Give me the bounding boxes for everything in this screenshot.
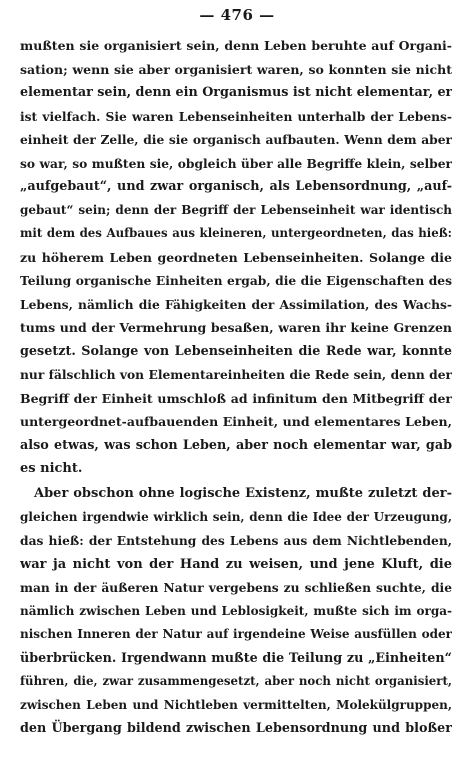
text-line: nischen Inneren der Natur auf irgendeine Weise ausfüllen oder <box>20 627 452 641</box>
text-line: untergeordnet-aufbauenden Einheit, und elementares Leben, <box>20 414 452 429</box>
text-line: war ja nicht von der Hand zu weisen, und jene Kluft, die <box>20 556 452 572</box>
text-line: nämlich zwischen Leben und Leblosigkeit, mußte sich im orga- <box>20 603 452 618</box>
text-line: das hieß: der Entstehung des Lebens aus dem Nichtlebenden, <box>20 533 452 548</box>
text-line: Lebens, nämlich die Fähigkeiten der Assimilation, des Wachs- <box>20 296 452 312</box>
text-line: so war, so mußten sie, obgleich über alle Begriffe klein, selber <box>20 155 452 171</box>
text-line: nur fälschlich von Elementareinheiten die Rede sein, denn der <box>20 367 452 382</box>
text-line: gebaut“ sein; denn der Begriff der Lebenseinheit war identisch <box>20 202 452 217</box>
text-line: Aber obschon ohne logische Existenz, mußte zuletzt der- <box>34 486 452 501</box>
paragraph-2 <box>20 482 452 741</box>
paragraph-1 <box>20 34 452 481</box>
text-line: überbrücken. Irgendwann mußte die Teilung zu „Einheiten“ <box>20 650 452 666</box>
text-line: zu höherem Leben geordneten Lebenseinheiten. Solange die <box>20 249 452 265</box>
text-line: gleichen irgendwie wirklich sein, denn die Idee der Urzeugung, <box>20 509 452 524</box>
text-line: mußten sie organisiert sein, denn Leben beruhte auf Organi- <box>20 38 452 53</box>
text-line: einheit der Zelle, die sie organisch aufbauten. Wenn dem aber <box>20 132 452 147</box>
text-line: tums und der Vermehrung besaßen, waren ihr keine Grenzen <box>20 320 452 335</box>
text-line: also etwas, was schon Leben, aber noch elementar war, gab <box>20 437 452 453</box>
text-line: zwischen Leben und Nichtleben vermittelten, Molekülgruppen, <box>20 697 452 712</box>
text-line: es nicht. <box>20 461 83 476</box>
text-line: man in der äußeren Natur vergebens zu schließen suchte, die <box>20 580 452 595</box>
text-line: führen, die, zwar zusammengesetzt, aber noch nicht organisiert, <box>20 674 452 688</box>
text-line: den Übergang bildend zwischen Lebensordnung und bloßer <box>20 721 452 736</box>
text-line: sation; wenn sie aber organisiert waren, so konnten sie nicht <box>20 61 452 77</box>
text-line: elementar sein, denn ein Organismus ist nicht elementar, er <box>20 85 452 100</box>
text-line: „aufgebaut“, und zwar organisch, als Lebensordnung, „auf- <box>20 179 452 194</box>
text-line: mit dem des Aufbaues aus kleineren, untergeordneten, das hieß: <box>20 226 452 240</box>
page-number: — 476 — <box>199 6 275 24</box>
text-line: Begriff der Einheit umschloß ad infinitum den Mitbegriff der <box>20 390 452 406</box>
text-line: Teilung organische Einheiten ergab, die die Eigenschaften des <box>20 273 452 288</box>
text-line: ist vielfach. Sie waren Lebenseinheiten unterhalb der Lebens- <box>20 108 452 124</box>
text-line: gesetzt. Solange von Lebenseinheiten die Rede war, konnte <box>20 343 452 359</box>
